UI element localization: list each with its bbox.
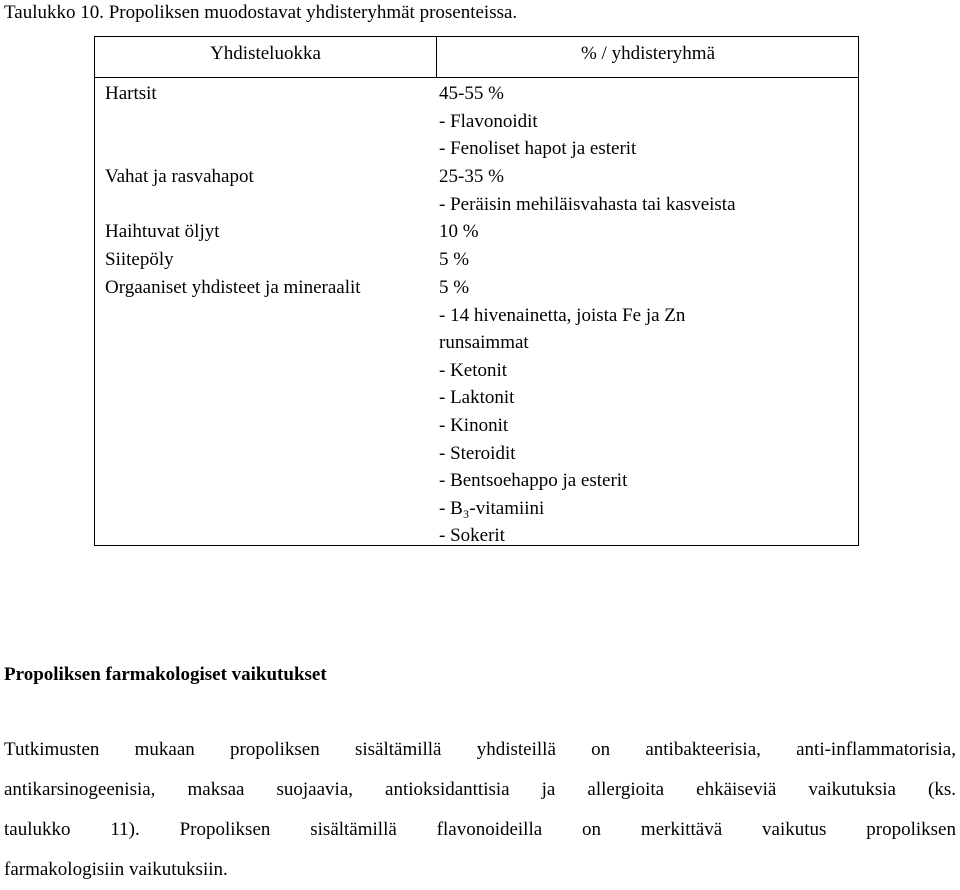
header-divider bbox=[436, 37, 437, 77]
table-value-line: - Fenoliset hapot ja esterit bbox=[439, 138, 637, 160]
table-header-percent: % / yhdisteryhmä bbox=[580, 43, 716, 64]
table-value-line: runsaimmat bbox=[439, 332, 529, 354]
table-value-line: - Peräisin mehiläisvahasta tai kasveista bbox=[439, 193, 736, 215]
paragraph-line: Tutkimusten mukaan propoliksen sisältämillä yhdisteillä on antibakteerisia, anti-inflammatorisia, bbox=[4, 739, 956, 760]
table-value-line: - 14 hivenainetta, joista Fe ja Zn bbox=[439, 304, 686, 326]
table-value-line: - Flavonoidit bbox=[439, 110, 538, 132]
table-value-line: - Steroidit bbox=[439, 442, 516, 464]
table-value-line: 5 % bbox=[439, 249, 470, 270]
compound-table bbox=[94, 36, 859, 546]
row-values-siitepoly bbox=[439, 246, 469, 274]
paragraph-line: taulukko 11). Propoliksen sisältämillä flavonoideilla on merkittävä vaikutus propoliksen bbox=[4, 819, 956, 840]
paragraph-line: farmakologisiin vaikutuksiin. bbox=[4, 859, 228, 880]
table-value-line: 45-55 % bbox=[439, 83, 504, 104]
paragraph-line: antikarsinogeenisia, maksaa suojaavia, antioksidanttisia ja allergioita ehkäiseviä vaikutuksia (ks. bbox=[4, 779, 956, 800]
body-paragraph bbox=[4, 730, 956, 890]
row-label-haihtuvat: Haihtuvat öljyt bbox=[105, 221, 220, 242]
table-value-line: - Laktonit bbox=[439, 387, 515, 409]
row-label-orgaaniset: Orgaaniset yhdisteet ja mineraalit bbox=[105, 277, 361, 298]
row-values-haihtuvat bbox=[439, 218, 479, 246]
row-values-vahat bbox=[439, 163, 736, 218]
table-value-line: 5 % bbox=[439, 277, 470, 298]
row-values-hartsit bbox=[439, 80, 636, 163]
table-header-class: Yhdisteluokka bbox=[210, 43, 321, 64]
table-value-line: 10 % bbox=[439, 221, 479, 242]
header-rule bbox=[95, 77, 858, 78]
table-value-line: - Kinonit bbox=[439, 414, 509, 436]
section-heading: Propoliksen farmakologiset vaikutukset bbox=[4, 664, 327, 685]
row-values-orgaaniset bbox=[439, 274, 685, 550]
row-label-hartsit: Hartsit bbox=[105, 83, 157, 104]
table-value-line: - Bentsoehappo ja esterit bbox=[439, 470, 628, 492]
table-value-line: - Sokerit bbox=[439, 525, 505, 547]
row-label-siitepoly: Siitepöly bbox=[105, 249, 174, 270]
table-caption: Taulukko 10. Propoliksen muodostavat yhdisteryhmät prosenteissa. bbox=[4, 2, 518, 23]
table-value-line: - Ketonit bbox=[439, 359, 508, 381]
table-value-line: 25-35 % bbox=[439, 166, 504, 187]
table-value-line: - B₃-vitamiini bbox=[439, 497, 545, 519]
row-label-vahat: Vahat ja rasvahapot bbox=[105, 166, 254, 187]
